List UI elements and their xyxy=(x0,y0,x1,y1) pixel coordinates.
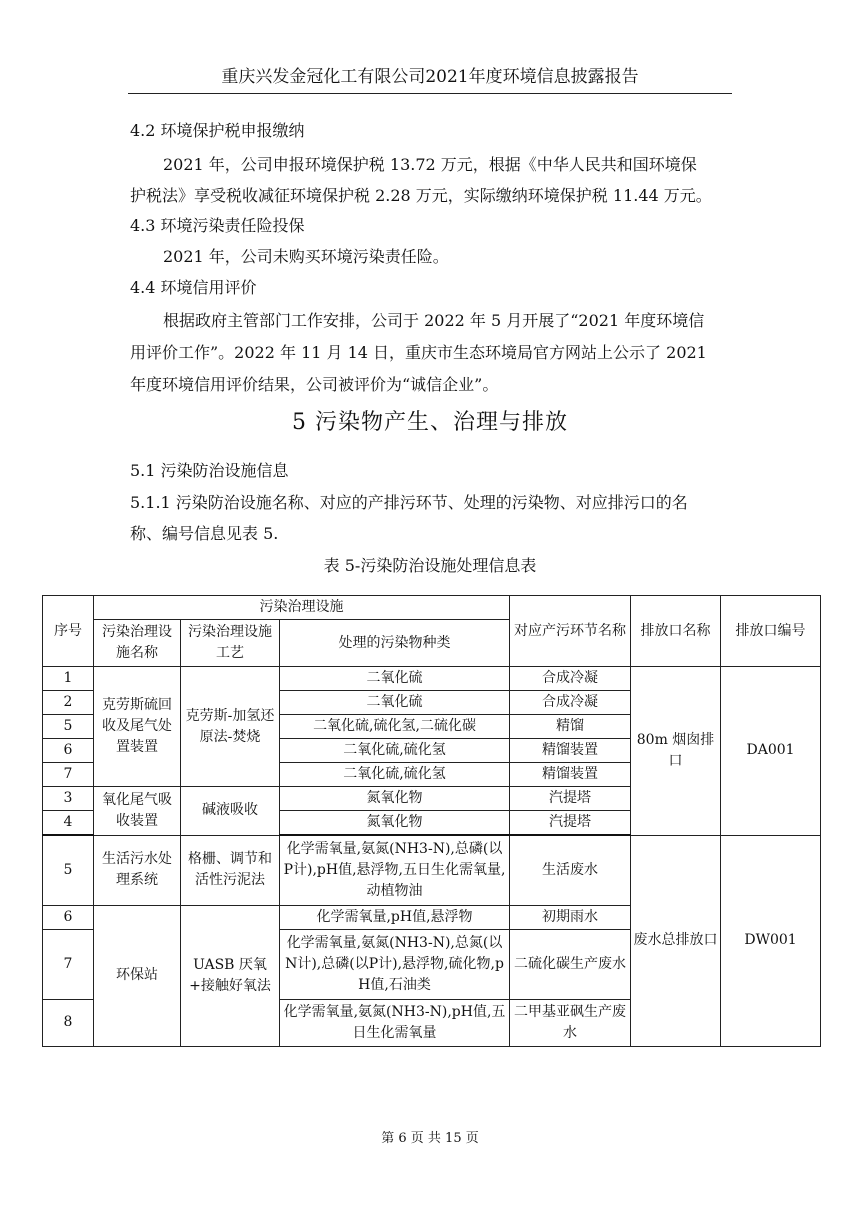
cell-outlet-code: DA001 xyxy=(721,667,821,836)
cell-facility-name: 环保站 xyxy=(94,905,181,1046)
cell-link: 合成冷凝 xyxy=(510,691,631,715)
cell-pollutants: 二氧化硫 xyxy=(280,667,510,691)
header-outlet-code: 排放口编号 xyxy=(721,596,821,667)
cell-outlet-name: 废水总排放口 xyxy=(631,835,721,1046)
header-outlet-name: 排放口名称 xyxy=(631,596,721,667)
cell-pollutants: 二氧化硫,硫化氢 xyxy=(280,763,510,787)
section-4-4-para-line2: 用评价工作”。2022 年 11 月 14 日，重庆市生态环境局官方网站上公示了 2021 xyxy=(130,343,707,362)
header-seq: 序号 xyxy=(43,596,94,667)
cell-link: 精馏装置 xyxy=(510,763,631,787)
page-header: 重庆兴发金冠化工有限公司2021年度环境信息披露报告 xyxy=(128,62,732,94)
table-header-row xyxy=(43,596,821,620)
cell-link: 二甲基亚砜生产废水 xyxy=(510,999,631,1046)
page-footer: 第 6 页 共 15 页 xyxy=(381,1131,479,1146)
section-4-3-para: 2021 年，公司未购买环境污染责任险。 xyxy=(163,247,449,266)
section-4-2-para-line2: 护税法》享受税收减征环境保护税 2.28 万元，实际缴纳环境保护税 11.44 万元。 xyxy=(130,186,712,205)
cell-outlet-code: DW001 xyxy=(721,835,821,1046)
section-5-1-1-line2: 称、编号信息见表 5. xyxy=(130,524,279,543)
cell-seq: 1 xyxy=(43,667,94,691)
cell-link: 精馏装置 xyxy=(510,739,631,763)
cell-facility-process: 克劳斯-加氢还原法-焚烧 xyxy=(181,667,280,787)
cell-link: 汽提塔 xyxy=(510,787,631,811)
cell-seq: 7 xyxy=(43,763,94,787)
header-facility-process: 污染治理设施工艺 xyxy=(181,620,280,667)
cell-seq: 5 xyxy=(43,715,94,739)
cell-facility-name: 生活污水处理系统 xyxy=(94,835,181,905)
section-5-1-1-line1: 5.1.1 污染防治设施名称、对应的产排污环节、处理的污染物、对应排污口的名 xyxy=(130,493,688,512)
cell-link: 生活废水 xyxy=(510,835,631,905)
cell-seq: 5 xyxy=(43,835,94,905)
cell-facility-process: 格栅、调节和活性污泥法 xyxy=(181,835,280,905)
cell-pollutants: 化学需氧量,氨氮(NH3-N),总磷(以P计),pH值,悬浮物,五日生化需氧量,动植物油 xyxy=(280,835,510,905)
cell-seq: 7 xyxy=(43,929,94,999)
header-facility-group: 污染治理设施 xyxy=(94,596,510,620)
cell-seq: 6 xyxy=(43,739,94,763)
cell-facility-process: 碱液吸收 xyxy=(181,787,280,836)
cell-pollutants: 二氧化硫,硫化氢,二硫化碳 xyxy=(280,715,510,739)
section-5-1-title: 5.1 污染防治设施信息 xyxy=(130,461,289,480)
cell-link: 合成冷凝 xyxy=(510,667,631,691)
section-4-3-title: 4.3 环境污染责任险投保 xyxy=(130,216,305,235)
table-caption: 表 5-污染防治设施处理信息表 xyxy=(323,556,537,575)
cell-facility-process: UASB 厌氧+接触好氧法 xyxy=(181,905,280,1046)
section-5-title: 5 污染物产生、治理与排放 xyxy=(292,410,568,435)
cell-seq: 2 xyxy=(43,691,94,715)
cell-pollutants: 化学需氧量,氨氮(NH3-N),pH值,五日生化需氧量 xyxy=(280,999,510,1046)
cell-seq: 8 xyxy=(43,999,94,1046)
section-4-4-para-line1: 根据政府主管部门工作安排，公司于 2022 年 5 月开展了“2021 年度环境信 xyxy=(163,311,705,330)
cell-facility-name: 克劳斯硫回收及尾气处置装置 xyxy=(94,667,181,787)
header-facility-name: 污染治理设施名称 xyxy=(94,620,181,667)
section-4-2-para-line1: 2021 年，公司申报环境保护税 13.72 万元，根据《中华人民共和国环境保 xyxy=(163,155,697,174)
cell-link: 二硫化碳生产废水 xyxy=(510,929,631,999)
cell-pollutants: 氮氧化物 xyxy=(280,787,510,811)
cell-facility-name: 氧化尾气吸收装置 xyxy=(94,787,181,836)
cell-seq: 6 xyxy=(43,905,94,929)
section-4-4-para-line3: 年度环境信用评价结果，公司被评价为“诚信企业”。 xyxy=(130,375,499,394)
cell-outlet-name: 80m 烟囱排口 xyxy=(631,667,721,836)
table-row xyxy=(43,667,821,691)
section-4-4-title: 4.4 环境信用评价 xyxy=(130,278,257,297)
cell-link: 汽提塔 xyxy=(510,811,631,836)
cell-pollutants: 二氧化硫,硫化氢 xyxy=(280,739,510,763)
cell-seq: 4 xyxy=(43,811,94,836)
cell-seq: 3 xyxy=(43,787,94,811)
header-pollutants: 处理的污染物种类 xyxy=(280,620,510,667)
cell-pollutants: 二氧化硫 xyxy=(280,691,510,715)
table-row xyxy=(43,835,821,905)
pollution-facility-table xyxy=(42,595,821,1047)
header-link: 对应产污环节名称 xyxy=(510,596,631,667)
cell-link: 精馏 xyxy=(510,715,631,739)
section-4-2-title: 4.2 环境保护税申报缴纳 xyxy=(130,121,305,140)
cell-link: 初期雨水 xyxy=(510,905,631,929)
cell-pollutants: 氮氧化物 xyxy=(280,811,510,836)
cell-pollutants: 化学需氧量,pH值,悬浮物 xyxy=(280,905,510,929)
cell-pollutants: 化学需氧量,氨氮(NH3-N),总氮(以N计),总磷(以P计),悬浮物,硫化物,pH值,石油类 xyxy=(280,929,510,999)
